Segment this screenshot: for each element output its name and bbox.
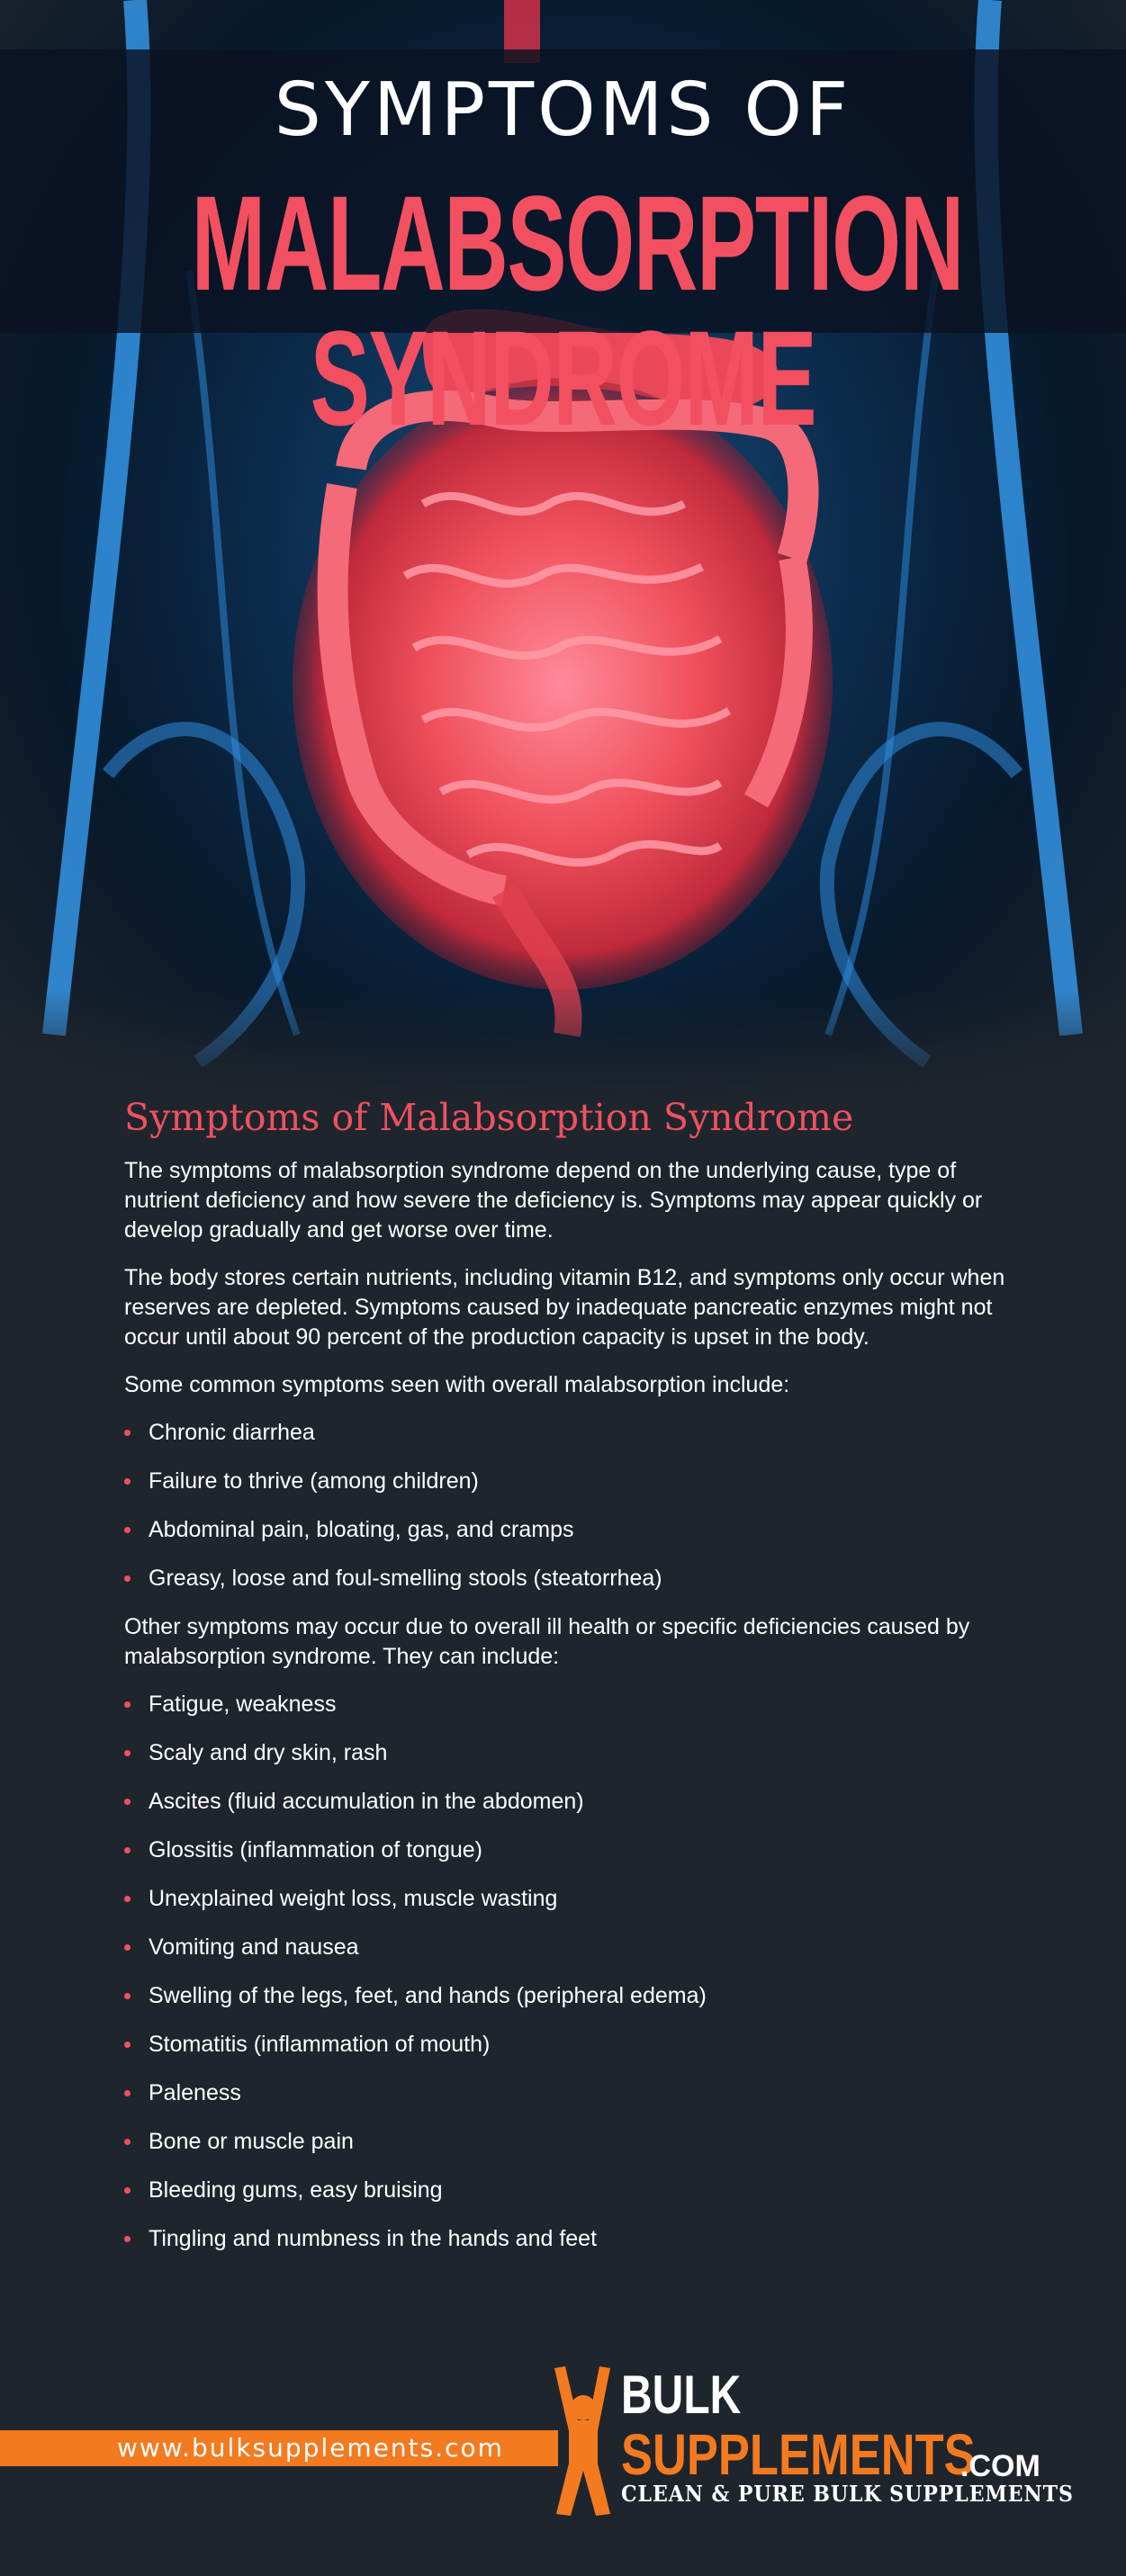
bullet-dot-icon — [124, 1847, 131, 1853]
list-item — [124, 2127, 1006, 2157]
list-item-text: Stomatitis (inflammation of mouth) — [149, 2032, 491, 2058]
list-item — [124, 2224, 1006, 2254]
list-item-text: Greasy, loose and foul-smelling stools (steatorrhea) — [149, 1566, 662, 1592]
bullet-dot-icon — [124, 1478, 131, 1485]
bullet-dot-icon — [124, 1750, 131, 1756]
bullet-dot-icon — [124, 2236, 131, 2242]
list-item-text: Bleeding gums, easy bruising — [149, 2177, 443, 2204]
bullet-dot-icon — [124, 1896, 131, 1902]
list-item-text: Vomiting and nausea — [149, 1934, 359, 1961]
bullet-dot-icon — [124, 2187, 131, 2194]
person-arms-raised-icon — [547, 2365, 619, 2518]
article-body — [124, 1096, 1006, 2273]
intro-paragraph: The symptoms of malabsorption syndrome depend on the underlying cause, type of nutrient deficiency and how severe the deficiency is. Symptoms may appear quickly or develop gradually and get worse over time. — [124, 1158, 983, 1243]
bullet-dot-icon — [124, 1575, 131, 1582]
list-item — [124, 1884, 1006, 1914]
list-item-text: Paleness — [149, 2080, 241, 2106]
list-item — [124, 1981, 1006, 2011]
bullet-dot-icon — [124, 1993, 131, 1999]
bullet-dot-icon — [124, 2042, 131, 2048]
list-item — [124, 1933, 1006, 1962]
common-symptoms-list — [124, 1418, 1006, 1593]
list-item-text: Swelling of the legs, feet, and hands (peripheral edema) — [149, 1983, 707, 2009]
website-link[interactable]: www.bulksupplements.com — [117, 2433, 504, 2463]
list-item-text: Tingling and numbness in the hands and feet — [149, 2226, 598, 2252]
title-line-1: SYMPTOMS OF — [274, 67, 852, 153]
list-item — [124, 2176, 1006, 2205]
list-item — [124, 1564, 1006, 1593]
list-item — [124, 1467, 1006, 1496]
list-item — [124, 2030, 1006, 2060]
bullet-dot-icon — [124, 1701, 131, 1708]
bullet-dot-icon — [124, 1944, 131, 1951]
common-symptoms-intro: Some common symptoms seen with overall malabsorption include: — [124, 1372, 790, 1398]
bullet-dot-icon — [124, 1527, 131, 1533]
list-item-text: Chronic diarrhea — [149, 1420, 315, 1446]
bullet-dot-icon — [124, 1430, 131, 1436]
other-symptoms-list — [124, 1690, 1006, 2254]
brand-logo-word-supplements: SUPPLEMENTS — [621, 2422, 976, 2487]
list-item — [124, 1738, 1006, 1768]
list-item-text: Bone or muscle pain — [149, 2129, 354, 2155]
list-item — [124, 1690, 1006, 1719]
list-item-text: Abdominal pain, bloating, gas, and cramps — [149, 1517, 574, 1543]
intestine-illustration — [0, 0, 1126, 1107]
list-item-text: Scaly and dry skin, rash — [149, 1740, 388, 1766]
bullet-dot-icon — [124, 1799, 131, 1805]
bullet-dot-icon — [124, 2090, 131, 2096]
brand-logo-word-bulk: BULK — [621, 2365, 742, 2425]
list-item — [124, 1836, 1006, 1865]
list-item — [124, 1787, 1006, 1817]
brand-logo-suffix: .COM — [960, 2449, 1040, 2483]
nutrient-storage-paragraph: The body stores certain nutrients, including vitamin B12, and symptoms only occur when reserves are depleted. Symptoms caused by inadequate pancreatic enzymes might not occur until about 90 percent of the production capacity is upset in the body. — [124, 1265, 1005, 1351]
list-item — [124, 2078, 1006, 2108]
list-item-text: Ascites (fluid accumulation in the abdomen) — [149, 1789, 584, 1815]
other-symptoms-intro: Other symptoms may occur due to overall ill health or specific deficiencies caused by malabsorption syndrome. They can include: — [124, 1614, 970, 1670]
list-item-text: Unexplained weight loss, muscle wasting — [149, 1886, 558, 1912]
list-item — [124, 1515, 1006, 1545]
list-item — [124, 1418, 1006, 1448]
bullet-dot-icon — [124, 2139, 131, 2145]
list-item-text: Fatigue, weakness — [149, 1692, 337, 1718]
list-item-text: Failure to thrive (among children) — [149, 1468, 479, 1494]
title-line-2: MALABSORPTION SYNDROME — [191, 167, 963, 453]
brand-tagline: CLEAN & PURE BULK SUPPLEMENTS — [621, 2481, 1074, 2507]
list-item-text: Glossitis (inflammation of tongue) — [149, 1837, 482, 1863]
section-heading: Symptoms of Malabsorption Syndrome — [124, 1096, 854, 1139]
